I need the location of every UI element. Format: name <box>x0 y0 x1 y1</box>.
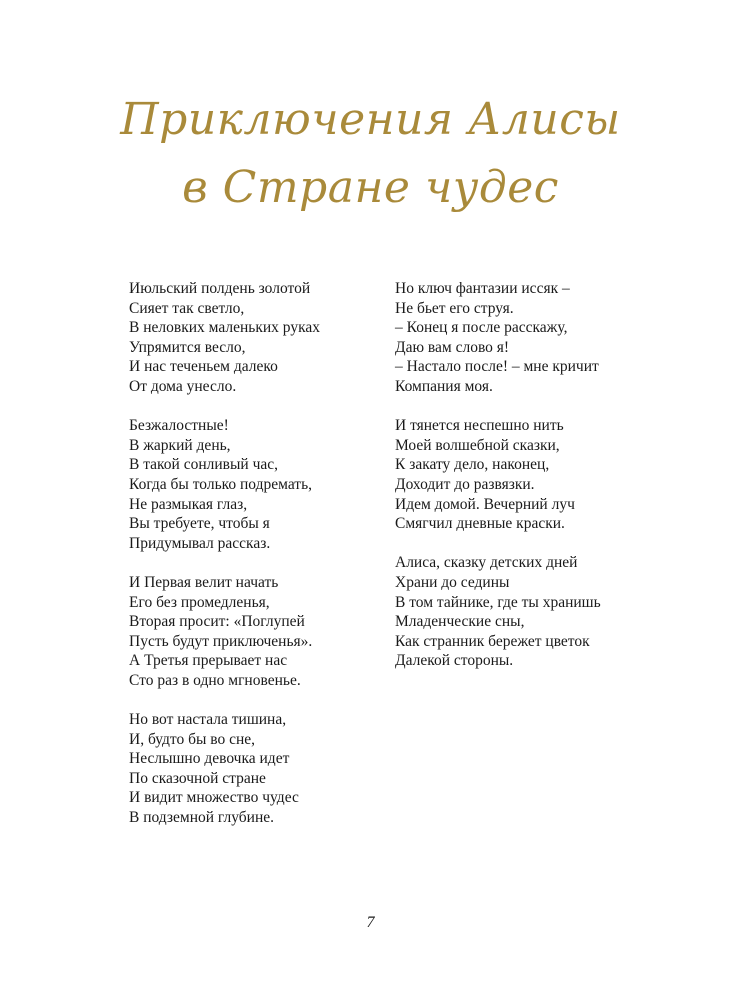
stanza <box>129 416 320 553</box>
poem-line: Как странник бережет цветок <box>395 632 590 650</box>
poem-line: И видит множество чудес <box>129 789 299 807</box>
poem-line: Июльский полдень золотой <box>129 280 311 297</box>
stanza <box>129 279 320 397</box>
poem-line: Сто раз в одно мгновенье. <box>129 671 301 689</box>
stanza <box>395 416 601 534</box>
poem-line: Моей волшебной сказки, <box>395 436 560 454</box>
poem-line: – Настало после! – мне кричит <box>395 358 599 376</box>
poem-line: И Первая велит начать <box>129 573 279 591</box>
poem-line: Безжалостные! <box>129 417 229 435</box>
poem-line: В жаркий день, <box>129 436 231 454</box>
poem-line: Вы требуете, чтобы я <box>129 515 270 533</box>
stanza <box>129 710 320 828</box>
chapter-title-line-2: в Стране чудес <box>182 162 559 213</box>
page-number: 7 <box>366 914 375 931</box>
poem-line: И, будто бы во сне, <box>129 730 256 748</box>
chapter-title-line-1: Приключения Алисы <box>120 94 621 145</box>
poem-line: В такой сонливый час, <box>129 456 279 474</box>
poem-line: Но вот настала тишина, <box>129 711 287 729</box>
poem-line: Неслышно девочка идет <box>129 750 290 768</box>
poem-line: Смягчил дневные краски. <box>395 515 565 533</box>
poem-line: Далекой стороны. <box>395 652 514 670</box>
poem-line: Сияет так светло, <box>129 299 245 317</box>
poem-line: Придумывал рассказ. <box>129 534 271 552</box>
poem-line: Даю вам слово я! <box>395 338 510 356</box>
poem-line: По сказочной стране <box>129 769 266 787</box>
poem-line: В неловких маленьких руках <box>129 319 321 337</box>
poem-line: Идем домой. Вечерний луч <box>395 495 575 513</box>
poem-line: А Третья прерывает нас <box>129 652 288 670</box>
poem-line: Алиса, сказку детских дней <box>395 554 578 572</box>
poem-line: Не бьет его струя. <box>395 299 514 317</box>
poem-line: В том тайнике, где ты хранишь <box>395 593 601 611</box>
poem-line: Не размыкая глаз, <box>129 495 248 513</box>
poem-column-right <box>395 279 601 690</box>
poem-line: Его без промедленья, <box>129 593 270 611</box>
poem-line: Компания моя. <box>395 377 493 395</box>
poem-line: Младенческие сны, <box>395 613 525 631</box>
poem-column-left <box>129 279 320 847</box>
stanza <box>129 573 320 691</box>
poem-line: И тянется неспешно нить <box>395 417 564 435</box>
poem-line: Доходит до развязки. <box>395 475 535 493</box>
poem-line: Храни до седины <box>395 573 510 591</box>
stanza <box>395 553 601 671</box>
poem-line: И нас теченьем далеко <box>129 358 278 376</box>
stanza <box>395 279 601 397</box>
poem-line: Но ключ фантазии иссяк – <box>395 280 570 297</box>
poem-line: Упрямится весло, <box>129 338 246 356</box>
poem-line: От дома унесло. <box>129 377 237 395</box>
poem-line: Когда бы только подремать, <box>129 475 313 493</box>
poem-line: – Конец я после расскажу, <box>395 319 568 337</box>
poem-line: К закату дело, наконец, <box>395 456 550 474</box>
poem-line: В подземной глубине. <box>129 809 274 827</box>
poem-line: Пусть будут приключенья». <box>129 632 313 650</box>
poem-line: Вторая просит: «Поглупей <box>129 613 305 631</box>
